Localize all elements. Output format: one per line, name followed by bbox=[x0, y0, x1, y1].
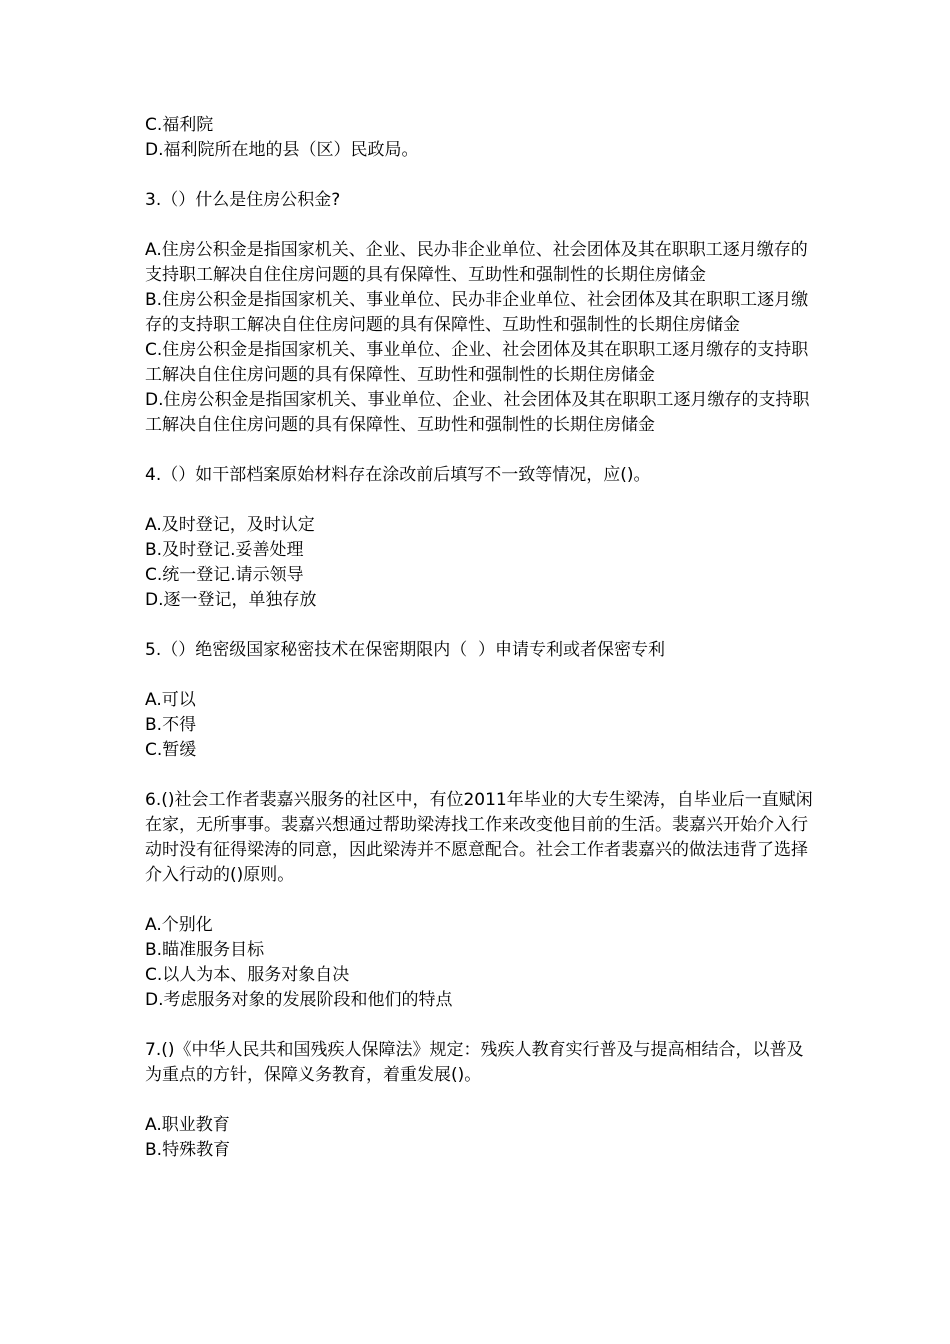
option-text: C.住房公积金是指国家机关、事业单位、企业、社会团体及其在职职工逐月缴存的支持职工解决自住住房问题的具有保障性、互助性和强制性的长期住房储金 bbox=[145, 340, 809, 385]
option-text: A.职业教育 bbox=[145, 1115, 230, 1135]
option-list bbox=[145, 238, 813, 438]
option-text: A.可以 bbox=[145, 690, 196, 710]
question-stem bbox=[145, 188, 813, 213]
question-text: 7.()《中华人民共和国残疾人保障法》规定：残疾人教育实行普及与提高相结合，以普及为重点的方针，保障义务教育，着重发展()。 bbox=[145, 1040, 804, 1085]
option-text: C.暂缓 bbox=[145, 740, 197, 760]
leading-options bbox=[145, 113, 813, 163]
option-list bbox=[145, 688, 813, 763]
question-text: 4.（）如干部档案原始材料存在涂改前后填写不一致等情况，应()。 bbox=[145, 465, 651, 485]
question-stem bbox=[145, 463, 813, 488]
option-text: A.个别化 bbox=[145, 915, 213, 935]
option-list bbox=[145, 513, 813, 613]
option-text: A.及时登记，及时认定 bbox=[145, 515, 315, 535]
question-stem bbox=[145, 638, 813, 663]
option-text: B.住房公积金是指国家机关、事业单位、民办非企业单位、社会团体及其在职职工逐月缴存的支持职工解决自住住房问题的具有保障性、互助性和强制性的长期住房储金 bbox=[145, 290, 809, 335]
option-text: B.及时登记.妥善处理 bbox=[145, 540, 304, 560]
option-text: B.特殊教育 bbox=[145, 1140, 231, 1160]
option-text: B.瞄准服务目标 bbox=[145, 940, 265, 960]
option-text: D.住房公积金是指国家机关、事业单位、企业、社会团体及其在职职工逐月缴存的支持职工解决自住住房问题的具有保障性、互助性和强制性的长期住房储金 bbox=[145, 390, 810, 435]
option-list bbox=[145, 1113, 813, 1163]
option-text: C.福利院 bbox=[145, 115, 214, 135]
option-text: C.统一登记.请示领导 bbox=[145, 565, 304, 585]
option-text: A.住房公积金是指国家机关、企业、民办非企业单位、社会团体及其在职职工逐月缴存的支持职工解决自住住房问题的具有保障性、互助性和强制性的长期住房储金 bbox=[145, 240, 808, 285]
option-text: D.考虑服务对象的发展阶段和他们的特点 bbox=[145, 990, 453, 1010]
document-body bbox=[145, 113, 813, 1163]
question-text: 6.()社会工作者裴嘉兴服务的社区中，有位2011年毕业的大专生梁涛，自毕业后一直赋闲在家，无所事事。裴嘉兴想通过帮助梁涛找工作来改变他目前的生活。裴嘉兴开始介入行动时没有征得梁涛的同意，因此梁涛并不愿意配合。社会工作者裴嘉兴的做法违背了选择介入行动的()原则。 bbox=[145, 790, 813, 885]
question-stem bbox=[145, 1038, 813, 1088]
question-text: 3.（）什么是住房公积金? bbox=[145, 190, 341, 210]
option-text: C.以人为本、服务对象自决 bbox=[145, 965, 350, 985]
option-text: B.不得 bbox=[145, 715, 197, 735]
option-list bbox=[145, 913, 813, 1013]
option-text: D.福利院所在地的县（区）民政局。 bbox=[145, 140, 419, 160]
question-text: 5.（）绝密级国家秘密技术在保密期限内（ ）申请专利或者保密专利 bbox=[145, 640, 666, 660]
option-text: D.逐一登记，单独存放 bbox=[145, 590, 317, 610]
question-stem bbox=[145, 788, 813, 888]
